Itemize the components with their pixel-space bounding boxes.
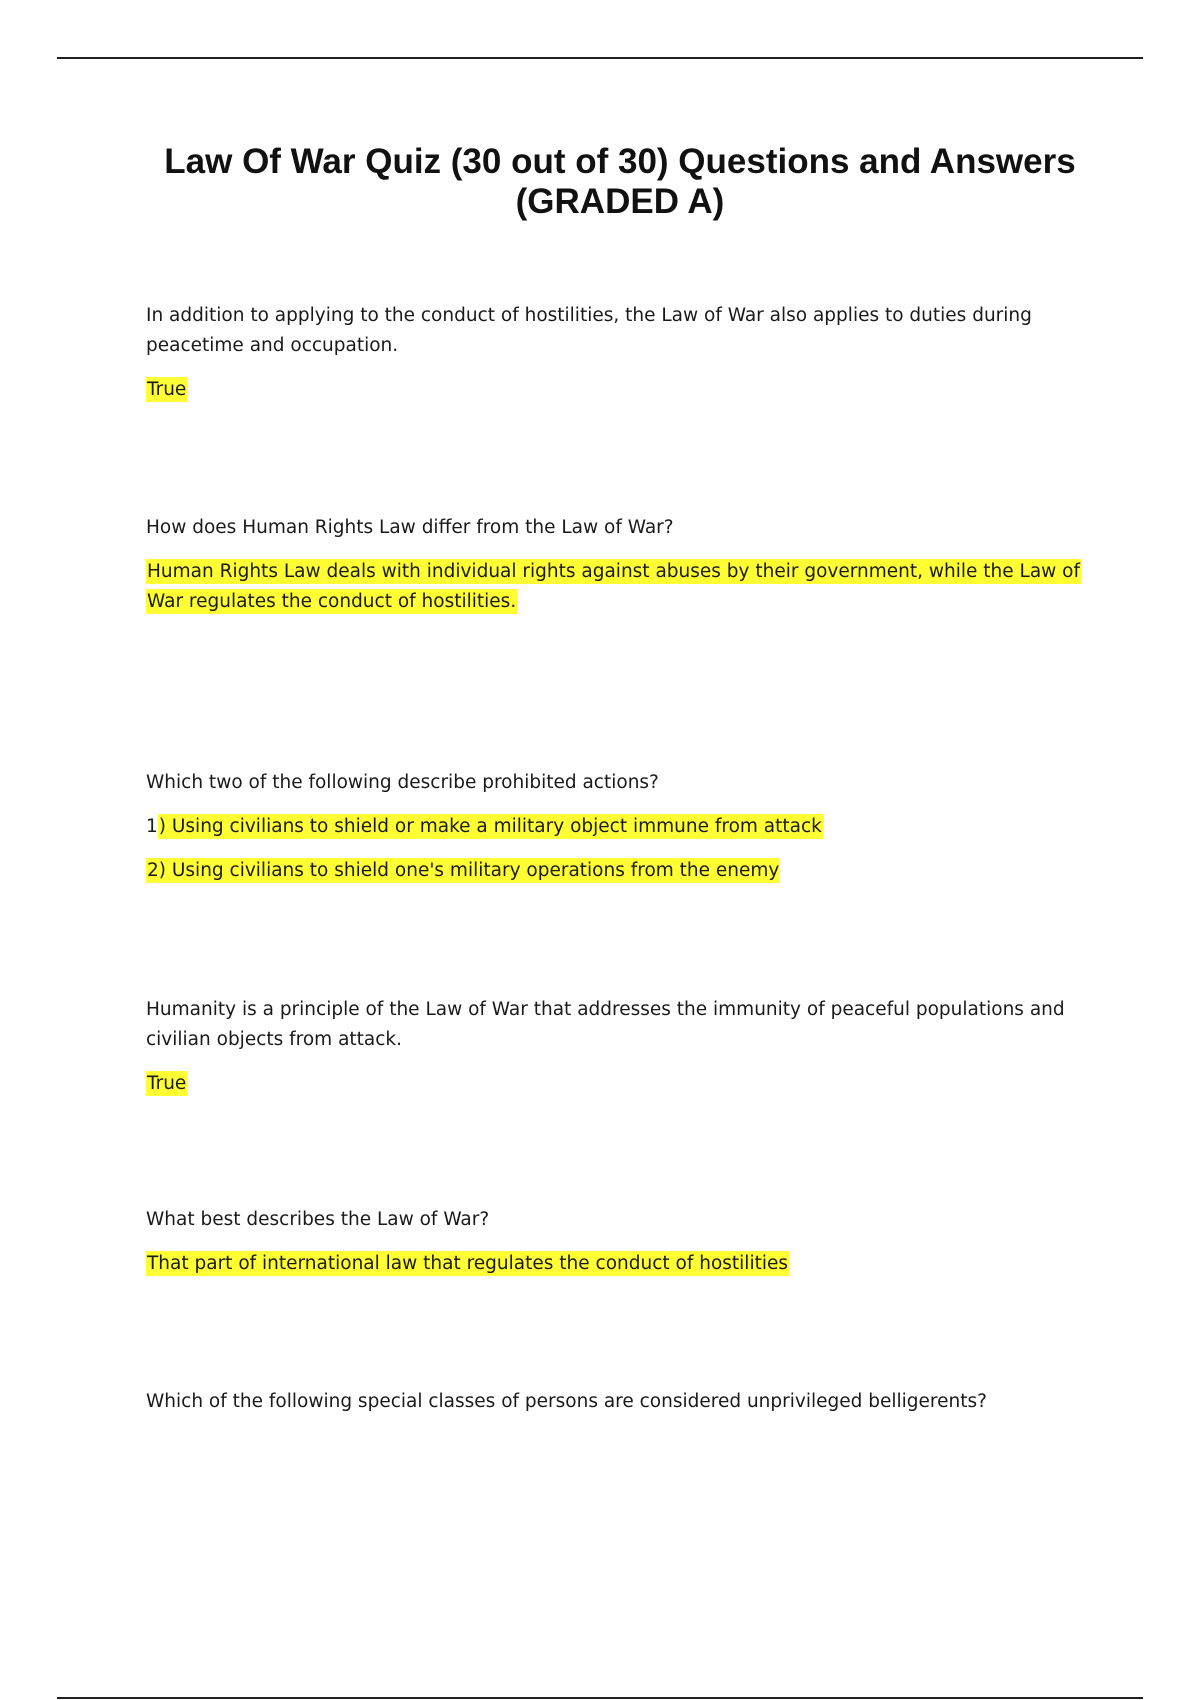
answer-text [146,812,1096,842]
answer-text [146,557,1096,617]
question-text: How does Human Rights Law differ from the Law of War? [146,517,674,538]
qa-item [146,1387,1096,1417]
question-text: Which two of the following describe prohibited actions? [146,772,659,793]
qa-item [146,301,1096,405]
document-title: Law Of War Quiz (30 out of 30) Questions and Answers (GRADED A) [164,142,1076,221]
question-text: In addition to applying to the conduct of hostilities, the Law of War also applies to duties during peacetime and occupation. [146,305,1032,356]
highlighted-answer: ) Using civilians to shield or make a military object immune from attack [158,816,822,837]
question-text: Humanity is a principle of the Law of War that addresses the immunity of peaceful populations and civilian objects from attack. [146,999,1065,1050]
qa-item [146,1205,1096,1279]
qa-item [146,995,1096,1099]
highlighted-answer: True [147,1073,187,1094]
highlighted-answer: Human Rights Law deals with individual rights against abuses by their government, while the Law of War regulates the conduct of hostilities. [147,561,1081,612]
highlighted-answer: 2) Using civilians to shield one's military operations from the enemy [147,860,780,881]
question-text: Which of the following special classes of persons are considered unprivileged belligerents? [146,1391,987,1412]
highlighted-answer: True [147,379,187,400]
highlighted-answer: That part of international law that regulates the conduct of hostilities [147,1253,788,1274]
bottom-rule [57,1697,1143,1699]
answer-text [146,375,1096,405]
answer-text [146,856,1096,886]
top-rule [57,57,1143,59]
question-text: What best describes the Law of War? [146,1209,490,1230]
answer-text [146,1069,1096,1099]
qa-item [146,513,1096,617]
answer-prefix: 1 [146,816,158,837]
answer-text [146,1249,1096,1279]
qa-item [146,768,1096,886]
